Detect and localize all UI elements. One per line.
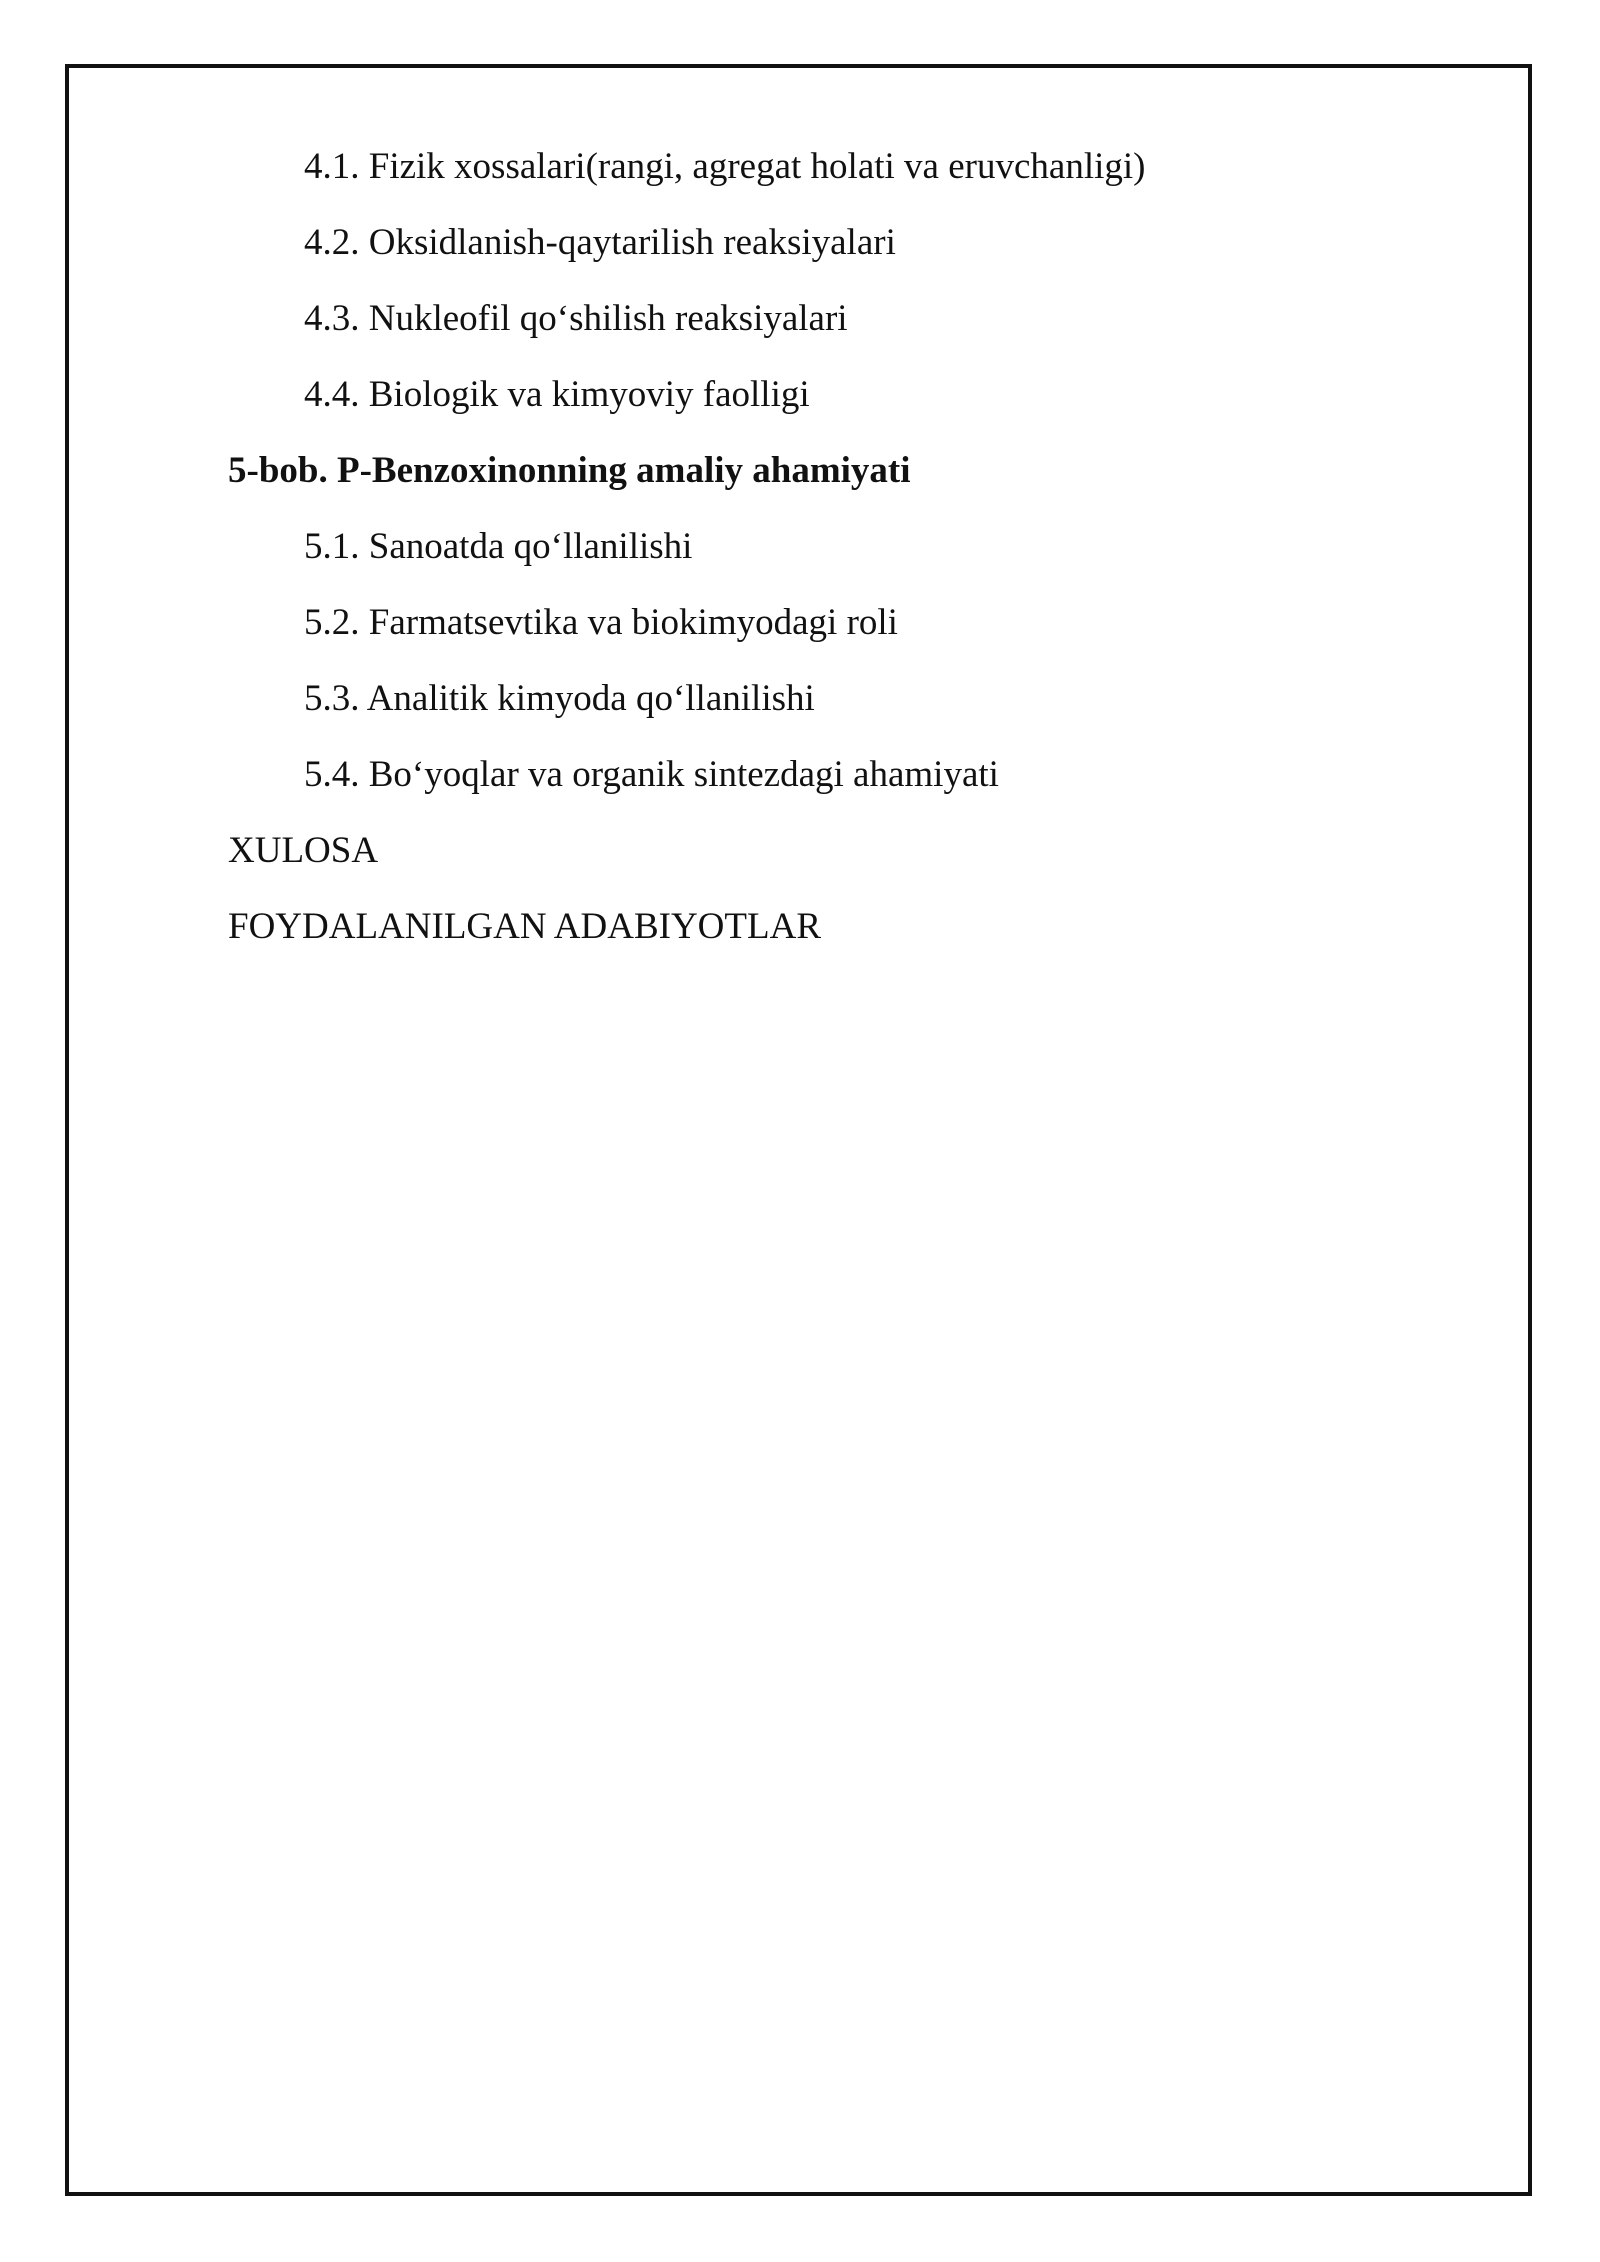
toc-item-4-2: 4.2. Oksidlanish-qaytarilish reaksiyalari xyxy=(304,222,896,263)
toc-item-4-1: 4.1. Fizik xossalari(rangi, agregat holati va eruvchanligi) xyxy=(304,146,1146,187)
table-of-contents xyxy=(228,144,1480,980)
toc-chapter-5: 5-bob. P-Benzoxinonning amaliy ahamiyati xyxy=(228,450,911,491)
toc-item-5-2: 5.2. Farmatsevtika va biokimyodagi roli xyxy=(304,602,898,643)
toc-item-4-3: 4.3. Nukleofil qo‘shilish reaksiyalari xyxy=(304,298,848,339)
toc-item-5-1: 5.1. Sanoatda qo‘llanilishi xyxy=(304,526,693,567)
toc-item-5-3: 5.3. Analitik kimyoda qo‘llanilishi xyxy=(304,678,815,719)
toc-item-5-4: 5.4. Bo‘yoqlar va organik sintezdagi ahamiyati xyxy=(304,754,999,795)
toc-item-4-4: 4.4. Biologik va kimyoviy faolligi xyxy=(304,374,810,415)
toc-conclusion: XULOSA xyxy=(228,830,379,871)
toc-references: FOYDALANILGAN ADABIYOTLAR xyxy=(228,906,821,947)
